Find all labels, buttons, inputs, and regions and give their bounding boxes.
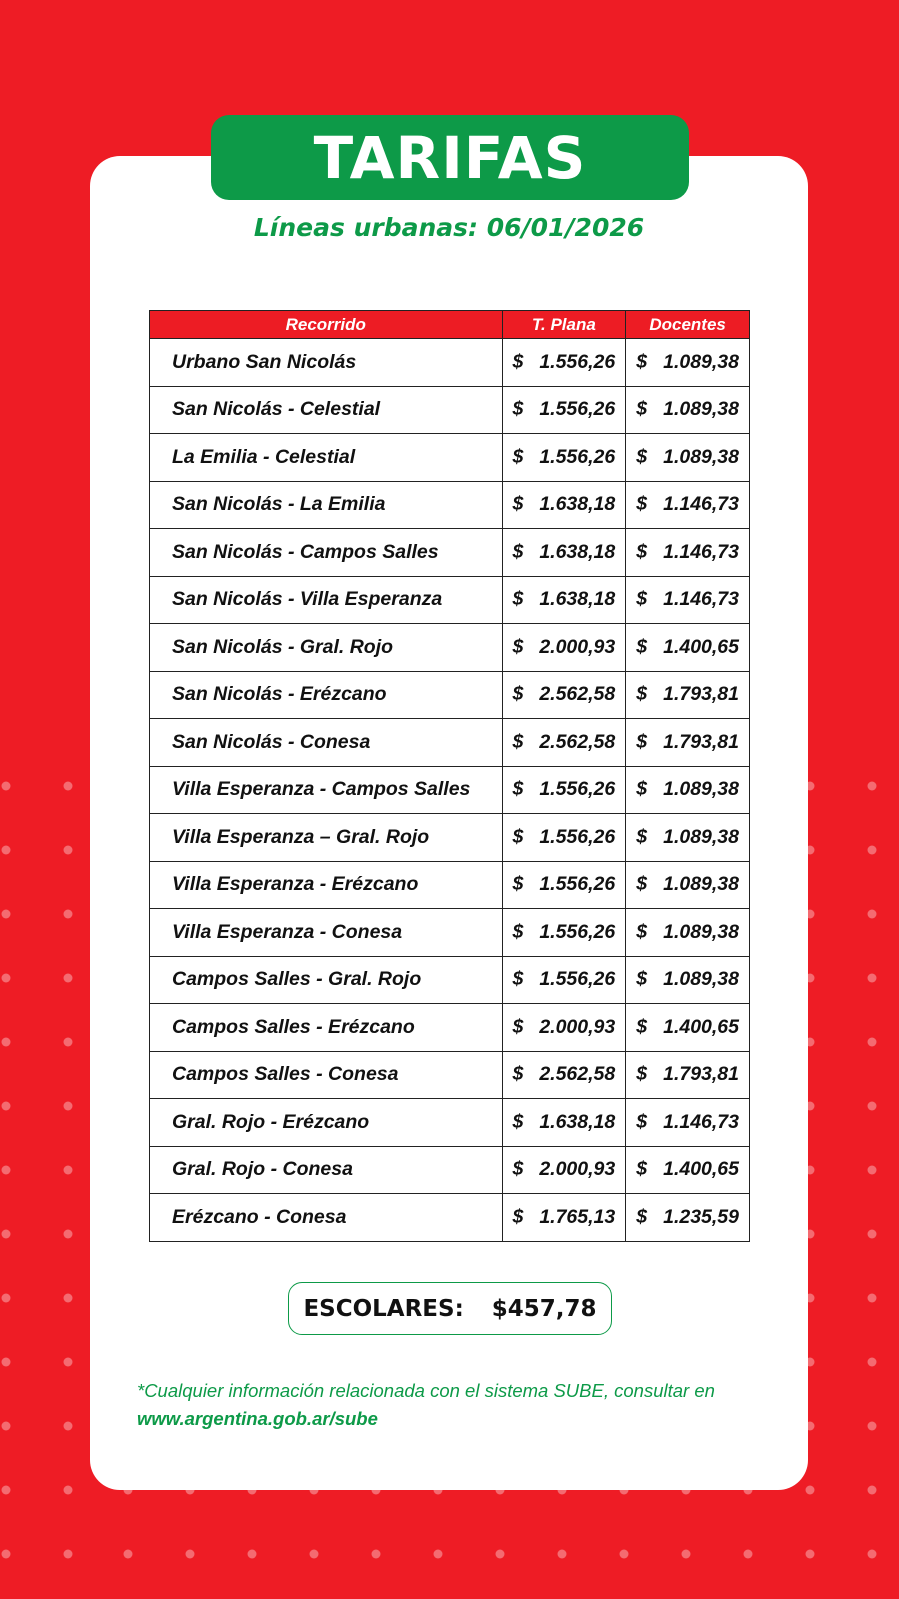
decorative-dot [2, 1294, 11, 1303]
currency-symbol: $ [512, 778, 524, 801]
fare-value: 1.146,73 [663, 540, 739, 563]
flat-fare-cell [502, 909, 626, 957]
flat-fare-cell [502, 576, 626, 624]
decorative-dot [868, 1102, 877, 1111]
route-cell: San Nicolás - Gral. Rojo [150, 624, 503, 672]
currency-symbol: $ [512, 1015, 524, 1038]
decorative-dot [64, 846, 73, 855]
teacher-fare-cell [626, 529, 750, 577]
teacher-fare-cell [626, 624, 750, 672]
flat-fare-cell [502, 624, 626, 672]
title-banner [211, 115, 689, 200]
fare-value: 1.146,73 [663, 1110, 739, 1133]
fare-value: 2.000,93 [539, 1015, 616, 1038]
table-row [150, 909, 750, 957]
decorative-dot [2, 782, 11, 791]
fare-value: 1.089,38 [663, 350, 739, 373]
teacher-fare-cell [626, 766, 750, 814]
decorative-dot [868, 846, 877, 855]
route-cell: Erézcano - Conesa [150, 1194, 503, 1242]
flat-fare-cell [502, 339, 626, 387]
route-cell: Villa Esperanza – Gral. Rojo [150, 814, 503, 862]
teacher-fare-cell [626, 1004, 750, 1052]
currency-symbol: $ [636, 350, 648, 373]
decorative-dot [744, 1550, 753, 1559]
currency-symbol: $ [512, 398, 524, 421]
teacher-fare-cell [626, 339, 750, 387]
table-row [150, 814, 750, 862]
decorative-dot [64, 1550, 73, 1559]
currency-symbol: $ [636, 493, 648, 516]
currency-symbol: $ [512, 540, 524, 563]
currency-symbol: $ [512, 730, 524, 753]
currency-symbol: $ [512, 493, 524, 516]
fare-table [149, 310, 750, 1242]
teacher-fare-cell [626, 1146, 750, 1194]
decorative-dot [868, 1294, 877, 1303]
table-row [150, 576, 750, 624]
teacher-fare-cell [626, 956, 750, 1004]
fare-value: 1.638,18 [539, 588, 616, 611]
teacher-fare-cell [626, 434, 750, 482]
fare-value: 2.562,58 [539, 1063, 616, 1086]
table-header-row [150, 311, 750, 339]
decorative-dot [620, 1550, 629, 1559]
school-fare-label: ESCOLARES: [303, 1295, 464, 1322]
route-cell: Villa Esperanza - Erézcano [150, 861, 503, 909]
currency-symbol: $ [636, 1205, 648, 1228]
currency-symbol: $ [636, 730, 648, 753]
page-subtitle: Líneas urbanas: 06/01/2026 [253, 213, 645, 242]
route-cell: San Nicolás - Conesa [150, 719, 503, 767]
fare-value: 1.089,38 [663, 398, 739, 421]
currency-symbol: $ [636, 1158, 648, 1181]
fare-value: 1.556,26 [539, 873, 616, 896]
flat-fare-cell [502, 481, 626, 529]
table-row [150, 719, 750, 767]
fare-value: 1.146,73 [663, 588, 739, 611]
fare-value: 1.089,38 [663, 445, 739, 468]
teacher-fare-cell [626, 861, 750, 909]
decorative-dot [64, 1038, 73, 1047]
decorative-dot [186, 1550, 195, 1559]
fare-value: 1.089,38 [663, 873, 739, 896]
fare-value: 2.000,93 [539, 635, 616, 658]
flat-fare-cell [502, 529, 626, 577]
decorative-dot [558, 1550, 567, 1559]
route-cell: Urbano San Nicolás [150, 339, 503, 387]
column-header-route: Recorrido [150, 311, 503, 339]
fare-value: 1.793,81 [663, 683, 739, 706]
fare-value: 1.235,59 [663, 1205, 739, 1228]
route-cell: San Nicolás - La Emilia [150, 481, 503, 529]
route-cell: Campos Salles - Conesa [150, 1051, 503, 1099]
decorative-dot [682, 1550, 691, 1559]
currency-symbol: $ [512, 683, 524, 706]
flat-fare-cell [502, 956, 626, 1004]
decorative-dot [124, 1550, 133, 1559]
currency-symbol: $ [512, 445, 524, 468]
table-row [150, 956, 750, 1004]
route-cell: Campos Salles - Erézcano [150, 1004, 503, 1052]
currency-symbol: $ [636, 1015, 648, 1038]
sube-link[interactable]: www.argentina.gob.ar/sube [137, 1408, 378, 1429]
fare-value: 1.089,38 [663, 968, 739, 991]
decorative-dot [2, 1486, 11, 1495]
decorative-dot [64, 1230, 73, 1239]
route-cell: Villa Esperanza - Conesa [150, 909, 503, 957]
route-cell: San Nicolás - Villa Esperanza [150, 576, 503, 624]
route-cell: San Nicolás - Erézcano [150, 671, 503, 719]
currency-symbol: $ [636, 683, 648, 706]
currency-symbol: $ [636, 1110, 648, 1133]
decorative-dot [64, 910, 73, 919]
table-row [150, 1194, 750, 1242]
currency-symbol: $ [636, 398, 648, 421]
flat-fare-cell [502, 1194, 626, 1242]
table-row [150, 481, 750, 529]
decorative-dot [2, 1422, 11, 1431]
route-cell: Campos Salles - Gral. Rojo [150, 956, 503, 1004]
fare-value: 1.556,26 [539, 825, 616, 848]
decorative-dot [2, 1230, 11, 1239]
currency-symbol: $ [636, 968, 648, 991]
decorative-dot [434, 1550, 443, 1559]
table-row [150, 861, 750, 909]
flat-fare-cell [502, 1146, 626, 1194]
fare-value: 1.556,26 [539, 968, 616, 991]
fare-value: 1.638,18 [539, 1110, 616, 1133]
table-row [150, 766, 750, 814]
route-cell: Gral. Rojo - Conesa [150, 1146, 503, 1194]
decorative-dot [64, 782, 73, 791]
decorative-dot [64, 1358, 73, 1367]
page-title: TARIFAS [313, 123, 587, 192]
fare-value: 1.556,26 [539, 778, 616, 801]
currency-symbol: $ [636, 920, 648, 943]
teacher-fare-cell [626, 1194, 750, 1242]
decorative-dot [2, 1550, 11, 1559]
fare-value: 1.556,26 [539, 920, 616, 943]
currency-symbol: $ [512, 1110, 524, 1133]
table-row [150, 434, 750, 482]
fare-value: 1.638,18 [539, 540, 616, 563]
decorative-dot [868, 1166, 877, 1175]
fare-value: 1.400,65 [663, 1158, 739, 1181]
decorative-dot [806, 1550, 815, 1559]
decorative-dot [2, 846, 11, 855]
fare-value: 1.400,65 [663, 1015, 739, 1038]
currency-symbol: $ [512, 825, 524, 848]
fare-value: 1.089,38 [663, 920, 739, 943]
decorative-dot [868, 910, 877, 919]
decorative-dot [868, 1230, 877, 1239]
decorative-dot [868, 1550, 877, 1559]
decorative-dot [64, 1166, 73, 1175]
flat-fare-cell [502, 861, 626, 909]
decorative-dot [64, 1486, 73, 1495]
column-header-teachers: Docentes [626, 311, 750, 339]
currency-symbol: $ [512, 635, 524, 658]
school-fare-box [288, 1282, 612, 1335]
decorative-dot [2, 974, 11, 983]
school-fare-price: $457,78 [491, 1295, 597, 1322]
currency-symbol: $ [636, 445, 648, 468]
flat-fare-cell [502, 671, 626, 719]
table-row [150, 1146, 750, 1194]
teacher-fare-cell [626, 671, 750, 719]
teacher-fare-cell [626, 1099, 750, 1147]
decorative-dot [2, 1166, 11, 1175]
route-cell: San Nicolás - Campos Salles [150, 529, 503, 577]
decorative-dot [64, 1422, 73, 1431]
fare-value: 2.562,58 [539, 730, 616, 753]
table-row [150, 529, 750, 577]
fare-value: 1.146,73 [663, 493, 739, 516]
currency-symbol: $ [512, 1063, 524, 1086]
decorative-dot [806, 1486, 815, 1495]
table-row [150, 1051, 750, 1099]
currency-symbol: $ [512, 968, 524, 991]
currency-symbol: $ [512, 920, 524, 943]
decorative-dot [868, 974, 877, 983]
currency-symbol: $ [512, 350, 524, 373]
decorative-dot [868, 782, 877, 791]
teacher-fare-cell [626, 481, 750, 529]
teacher-fare-cell [626, 386, 750, 434]
decorative-dot [868, 1038, 877, 1047]
info-note-text: *Cualquier información relacionada con el sistema SUBE, consultar en [137, 1380, 715, 1401]
currency-symbol: $ [636, 1063, 648, 1086]
table-row [150, 1004, 750, 1052]
decorative-dot [64, 1102, 73, 1111]
decorative-dot [248, 1550, 257, 1559]
teacher-fare-cell [626, 909, 750, 957]
decorative-dot [310, 1550, 319, 1559]
table-row [150, 386, 750, 434]
currency-symbol: $ [512, 1205, 524, 1228]
teacher-fare-cell [626, 576, 750, 624]
flat-fare-cell [502, 1099, 626, 1147]
teacher-fare-cell [626, 719, 750, 767]
fare-value: 1.638,18 [539, 493, 616, 516]
flat-fare-cell [502, 1004, 626, 1052]
decorative-dot [868, 1358, 877, 1367]
decorative-dot [2, 1358, 11, 1367]
fare-value: 1.765,13 [539, 1205, 616, 1228]
teacher-fare-cell [626, 814, 750, 862]
decorative-dot [64, 1294, 73, 1303]
fare-value: 1.793,81 [663, 730, 739, 753]
fare-value: 2.000,93 [539, 1158, 616, 1181]
route-cell: Villa Esperanza - Campos Salles [150, 766, 503, 814]
currency-symbol: $ [512, 873, 524, 896]
route-cell: San Nicolás - Celestial [150, 386, 503, 434]
decorative-dot [64, 974, 73, 983]
currency-symbol: $ [636, 778, 648, 801]
table-row [150, 671, 750, 719]
currency-symbol: $ [636, 540, 648, 563]
fare-value: 1.793,81 [663, 1063, 739, 1086]
fare-value: 2.562,58 [539, 683, 616, 706]
decorative-dot [2, 910, 11, 919]
decorative-dot [2, 1102, 11, 1111]
fare-value: 1.089,38 [663, 778, 739, 801]
info-note [137, 1377, 777, 1433]
fare-value: 1.556,26 [539, 398, 616, 421]
flat-fare-cell [502, 386, 626, 434]
column-header-flat-fare: T. Plana [502, 311, 626, 339]
table-row [150, 339, 750, 387]
table-row [150, 1099, 750, 1147]
route-cell: Gral. Rojo - Erézcano [150, 1099, 503, 1147]
fare-value: 1.556,26 [539, 445, 616, 468]
decorative-dot [496, 1550, 505, 1559]
decorative-dot [868, 1422, 877, 1431]
fare-value: 1.400,65 [663, 635, 739, 658]
currency-symbol: $ [636, 873, 648, 896]
flat-fare-cell [502, 766, 626, 814]
currency-symbol: $ [512, 1158, 524, 1181]
teacher-fare-cell [626, 1051, 750, 1099]
decorative-dot [868, 1486, 877, 1495]
currency-symbol: $ [636, 635, 648, 658]
flat-fare-cell [502, 814, 626, 862]
currency-symbol: $ [636, 825, 648, 848]
fare-value: 1.089,38 [663, 825, 739, 848]
table-row [150, 624, 750, 672]
flat-fare-cell [502, 434, 626, 482]
decorative-dot [2, 1038, 11, 1047]
fare-value: 1.556,26 [539, 350, 616, 373]
flat-fare-cell [502, 1051, 626, 1099]
flat-fare-cell [502, 719, 626, 767]
route-cell: La Emilia - Celestial [150, 434, 503, 482]
currency-symbol: $ [512, 588, 524, 611]
currency-symbol: $ [636, 588, 648, 611]
decorative-dot [372, 1550, 381, 1559]
